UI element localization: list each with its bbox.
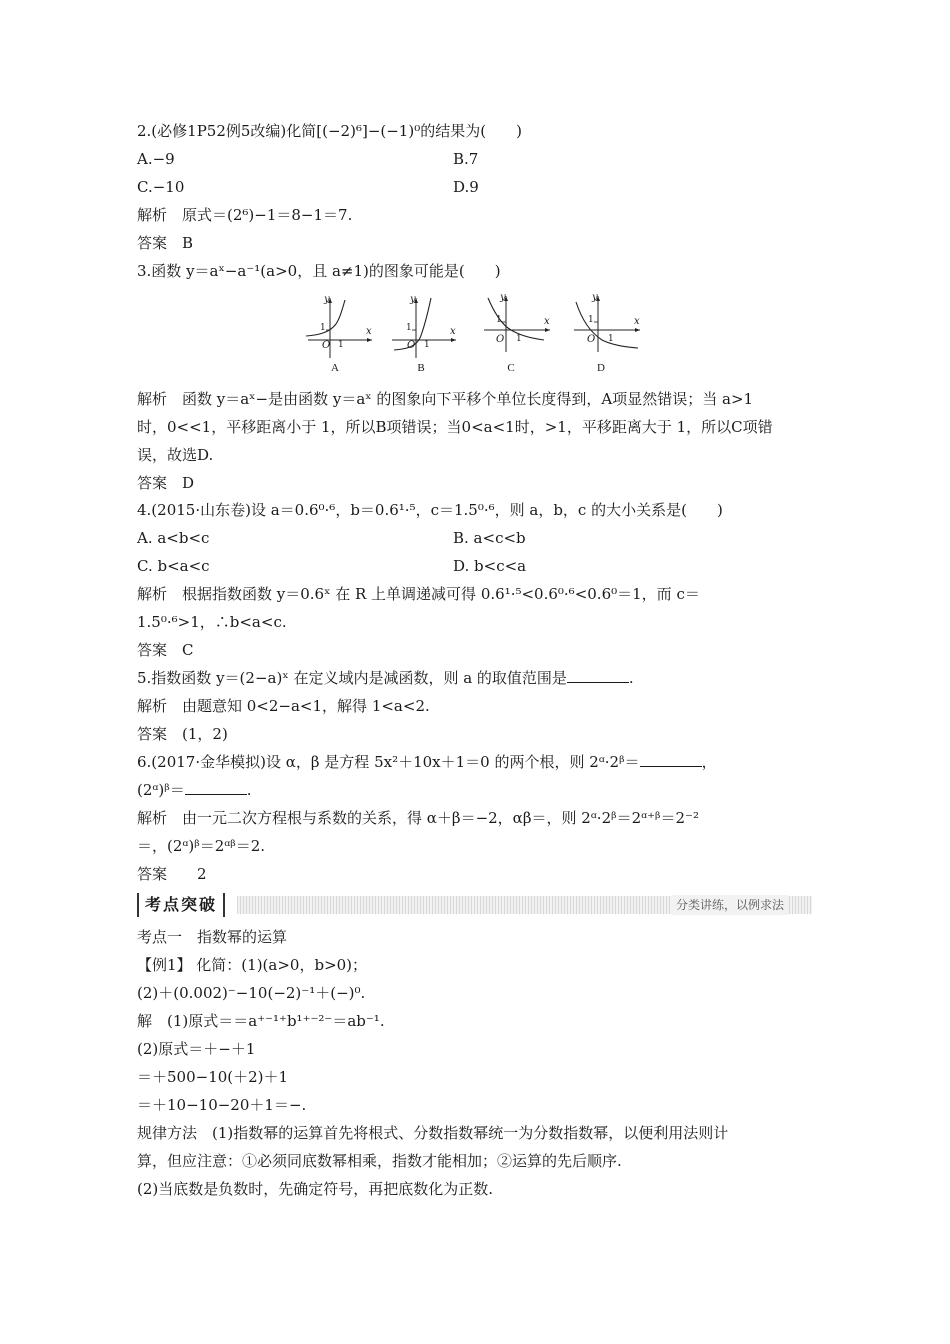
graph-c-plot bbox=[480, 292, 560, 362]
q2-answer: 答案 B bbox=[137, 234, 194, 252]
q4-analysis-1: 解析 根据指数函数 y＝0.6ˣ 在 R 上单调递减可得 0.6¹·⁵<0.6⁰·⁶<0.6⁰＝1，而 c＝ bbox=[137, 585, 700, 603]
graph-d-one: 1 bbox=[588, 315, 594, 325]
q6-stem-2: (2ᵅ)ᵝ＝ bbox=[137, 781, 185, 799]
banner-title: 考点突破 bbox=[137, 893, 225, 917]
rule-line-1: 规律方法 (1)指数幂的运算首先将根式、分数指数幂统一为分数指数幂，以便利用法则计 bbox=[137, 1124, 729, 1142]
q2-option-d: D.9 bbox=[453, 178, 479, 196]
graph-d-origin: O bbox=[587, 334, 596, 345]
q4-option-d: D. b<c<a bbox=[453, 557, 527, 575]
q3-stem: 3.函数 y＝aˣ−a⁻¹(a>0，且 a≠1)的图象可能是( ) bbox=[137, 262, 501, 280]
solution-line-2: (2)原式＝＋−＋1 bbox=[137, 1040, 256, 1058]
kaodian-heading: 考点一 指数幂的运算 bbox=[137, 928, 288, 946]
graph-b-one-x: 1 bbox=[424, 340, 430, 350]
q6-blank-2[interactable] bbox=[185, 780, 247, 795]
example-1-line-1: 【例1】 化简：(1)(a>0，b>0)； bbox=[137, 956, 368, 974]
graph-c-x: x bbox=[544, 316, 550, 327]
q4-option-b: B. a<c<b bbox=[453, 529, 526, 547]
graph-b-origin: O bbox=[407, 340, 416, 351]
q6-stem-line-2 bbox=[137, 779, 251, 801]
q4-analysis-2: 1.5⁰·⁶>1，∴b<a<c. bbox=[137, 613, 287, 631]
graph-b-y: y bbox=[410, 294, 416, 305]
rule-line-2: 算，但应注意：①必须同底数幂相乘，指数才能相加；②运算的先后顺序. bbox=[137, 1152, 622, 1170]
rule-line-3: (2)当底数是负数时，先确定符号，再把底数化为正数. bbox=[137, 1180, 494, 1198]
q6-stem-line-1 bbox=[137, 751, 717, 773]
graph-b-x: x bbox=[450, 326, 456, 337]
q3-graph-options bbox=[300, 292, 650, 376]
q2-analysis: 解析 原式＝(2⁶)−1＝8−1＝7. bbox=[137, 206, 353, 224]
example-1-line-2: (2)＋(0.002)⁻−10(−2)⁻¹＋(−)⁰. bbox=[137, 984, 366, 1002]
graph-c-one-x: 1 bbox=[516, 334, 522, 344]
q4-stem: 4.(2015·山东卷)设 a＝0.6⁰·⁶，b＝0.6¹·⁵，c＝1.5⁰·⁶，则 a，b，c 的大小关系是( ) bbox=[137, 501, 723, 519]
q5-stem-line bbox=[137, 667, 634, 689]
graph-b-one: 1 bbox=[406, 323, 412, 333]
q6-stem-1: 6.(2017·金华模拟)设 α，β 是方程 5x²＋10x＋1＝0 的两个根，则 2ᵅ·2ᵝ＝ bbox=[137, 753, 640, 771]
graph-c-origin: O bbox=[496, 334, 505, 345]
graph-d-plot bbox=[570, 292, 650, 362]
q4-answer: 答案 C bbox=[137, 641, 194, 659]
graph-b bbox=[390, 292, 470, 376]
q6-analysis-1: 解析 由一元二次方程根与系数的关系，得 α＋β＝−2，αβ＝，则 2ᵅ·2ᵝ＝2ᵅ⁺ᵝ＝2⁻² bbox=[137, 809, 699, 827]
q6-stem-2-end: . bbox=[246, 781, 252, 799]
q5-stem: 5.指数函数 y＝(2−a)ˣ 在定义域内是减函数，则 a 的取值范围是 bbox=[137, 669, 567, 687]
graph-a-label: A bbox=[331, 362, 339, 374]
q2-option-b: B.7 bbox=[453, 150, 479, 168]
graph-c-label: C bbox=[507, 362, 515, 374]
graph-d-y: y bbox=[592, 292, 598, 303]
q5-stem-end: . bbox=[628, 669, 634, 687]
graph-d-x: x bbox=[634, 316, 640, 327]
section-banner bbox=[137, 893, 812, 917]
q5-answer: 答案 (1，2) bbox=[137, 725, 228, 743]
q2-stem: 2.(必修1P52例5改编)化简[(−2)⁶]−(−1)⁰的结果为( ) bbox=[137, 122, 522, 140]
q3-answer: 答案 D bbox=[137, 474, 195, 492]
q3-analysis-2: 时，0<<1，平移距离小于 1，所以B项错误；当0<a<1时，>1，平移距离大于 1，所以C项错 bbox=[137, 418, 773, 436]
banner-subtitle: 分类讲练，以例求法 bbox=[672, 895, 788, 915]
graph-a-x: x bbox=[366, 326, 372, 337]
q5-answer-blank[interactable] bbox=[567, 668, 629, 683]
solution-line-4: ＝＋10−10−20＋1＝−. bbox=[137, 1096, 307, 1114]
q6-blank-1[interactable] bbox=[640, 752, 702, 767]
graph-d-label: D bbox=[597, 362, 605, 374]
q6-answer: 答案 2 bbox=[137, 865, 207, 883]
q4-option-a: A. a<b<c bbox=[137, 529, 210, 547]
q3-analysis-3: 误，故选D. bbox=[137, 446, 214, 464]
graph-a bbox=[300, 292, 380, 376]
graph-a-one: 1 bbox=[320, 323, 326, 333]
graph-b-plot bbox=[390, 292, 470, 362]
q6-analysis-2: ＝，(2ᵅ)ᵝ＝2ᵅᵝ＝2. bbox=[137, 837, 266, 855]
graph-d bbox=[570, 292, 650, 376]
q6-stem-1-end: ， bbox=[701, 753, 717, 771]
graph-c-one: 1 bbox=[496, 315, 502, 325]
graph-a-y: y bbox=[324, 294, 330, 305]
graph-a-origin: O bbox=[322, 340, 331, 351]
q3-analysis-1: 解析 函数 y＝aˣ−是由函数 y＝aˣ 的图象向下平移个单位长度得到，A项显然错误；当 a>1 bbox=[137, 390, 754, 408]
solution-line-3: ＝＋500−10(＋2)＋1 bbox=[137, 1068, 289, 1086]
q2-option-c: C.−10 bbox=[137, 178, 185, 196]
q4-option-c: C. b<a<c bbox=[137, 557, 210, 575]
graph-c-y: y bbox=[500, 292, 506, 303]
graph-b-label: B bbox=[417, 362, 425, 374]
graph-c bbox=[480, 292, 560, 376]
q2-option-a: A.−9 bbox=[137, 150, 175, 168]
graph-a-one-x: 1 bbox=[338, 340, 344, 350]
solution-line-1: 解 (1)原式＝＝a⁺⁻¹⁺b¹⁺⁻²⁻＝ab⁻¹. bbox=[137, 1012, 385, 1030]
graph-d-one-x: 1 bbox=[608, 334, 614, 344]
q5-analysis: 解析 由题意知 0<2−a<1，解得 1<a<2. bbox=[137, 697, 430, 715]
